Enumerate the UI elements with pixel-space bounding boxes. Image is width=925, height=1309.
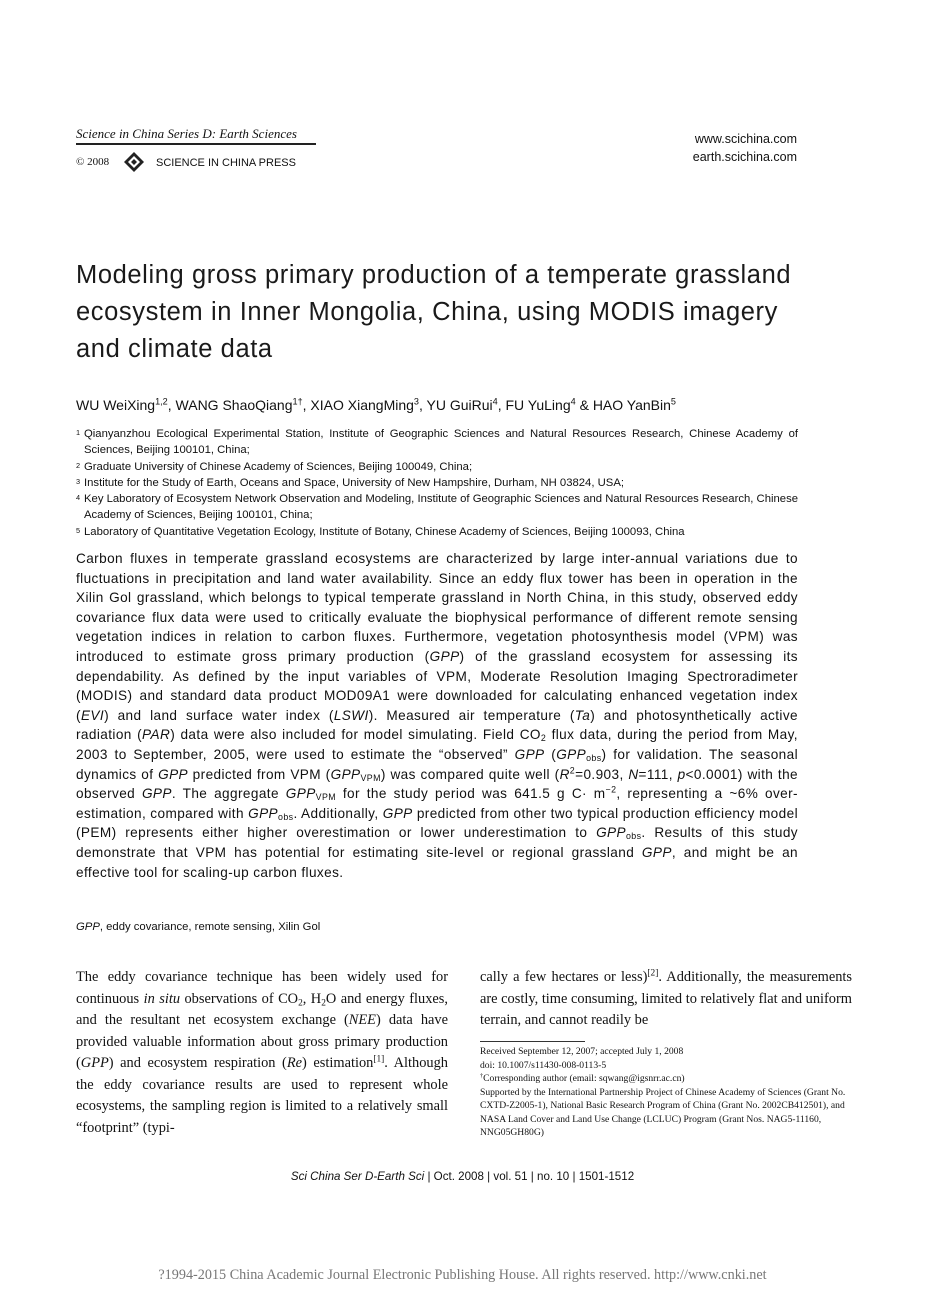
website-link-earth[interactable]: earth.scichina.com	[692, 150, 797, 164]
affiliation-text: Laboratory of Quantitative Vegetation Ecology, Institute of Botany, Chinese Academy of Sciences, Beijing 100093, China	[84, 525, 685, 538]
article-title: Modeling gross primary production of a temperate grassland ecosystem in Inner Mongolia, China, using MODIS imagery and climate data	[76, 261, 792, 363]
body-text-right-column: cally a few hectares or less)[2]. Additionally, the measurements are costly, time consuming, limited to relatively flat and uniform terrain, and cannot readily be	[480, 968, 853, 1028]
affiliation-list	[76, 426, 798, 540]
author-list	[76, 395, 836, 415]
reference-link[interactable]: [2]	[647, 968, 659, 979]
header-rule	[76, 144, 316, 145]
publisher-name: SCIENCE IN CHINA PRESS	[156, 157, 296, 169]
affiliation-text: Qianyanzhou Ecological Experimental Station, Institute of Geographic Sciences and Natural Resources Research, Chinese Academy of Sciences, Beijing 100101, China;	[84, 428, 798, 457]
copyright: © 2008	[76, 156, 110, 168]
received-date: Received September 12, 2007; accepted July 1, 2008	[480, 1046, 684, 1057]
author-affiliation-mark: 1,2	[155, 396, 168, 407]
affiliation-item: 4 Key Laboratory of Ecosystem Network Observation and Modeling, Institute of Geographic Sciences and Natural Resources Research, Chinese Academy of Sciences, Beijing 100101, China;	[76, 493, 798, 522]
cnki-copyright-line: ?1994-2015 China Academic Journal Electronic Publishing House. All rights reserved. http://www.cnki.net	[158, 1267, 767, 1283]
author-name: YU GuiRui	[426, 397, 493, 413]
author-affiliation-mark: 4	[570, 396, 576, 407]
footnotes	[480, 1045, 852, 1140]
author-affiliation-mark: 5	[670, 396, 676, 407]
affiliation-item: 5 Laboratory of Quantitative Vegetation Ecology, Institute of Botany, Chinese Academy of Sciences, Beijing 100093, China	[76, 525, 685, 538]
author-name: FU YuLing	[505, 397, 571, 413]
reference-link[interactable]: [1]	[373, 1054, 385, 1065]
affiliation-item: 3 Institute for the Study of Earth, Oceans and Space, University of New Hampshire, Durham, NH 03824, USA;	[76, 476, 624, 489]
publisher-logo-icon	[123, 151, 145, 173]
author-affiliation-mark: 1†	[292, 396, 303, 407]
website-link[interactable]: www.scichina.com	[694, 132, 797, 146]
author-name: XIAO XiangMing	[310, 397, 414, 413]
affiliation-text: Institute for the Study of Earth, Oceans and Space, University of New Hampshire, Durham, NH 03824, USA;	[84, 476, 624, 489]
author-name: WU WeiXing	[76, 397, 156, 413]
body-text-left-column: The eddy covariance technique has been widely used for continuous in situ observations of $CO_2$, $H_2O$ and energy fluxes, and the resultant net ecosystem exchange (NEE) data have provided valuable information about gross primary production (GPP) and ecosystem respiration (Re) estimation[1]. Although the eddy covariance results are used to represent whole ecosystems, the sampling region is limited to a relatively small “footprint” (typi-	[76, 969, 449, 1136]
affiliation-item: 1 Qianyanzhou Ecological Experimental Station, Institute of Geographic Sciences and Natural Resources Research, Chinese Academy of Sciences, Beijing 100101, China;	[76, 428, 798, 457]
citation-line: Sci China Ser D-Earth Sci | Oct. 2008 | vol. 51 | no. 10 | 1501-1512	[290, 1170, 635, 1183]
author-separator: ,	[302, 397, 311, 413]
doi: doi: 10.1007/s11430-008-0113-5	[480, 1059, 607, 1071]
journal-name: Science in China Series D: Earth Sciences	[76, 126, 316, 144]
funding-note: Supported by the International Partnership Project of Chinese Academy of Sciences (Grant No. CXTD-Z2005-1), National Basic Research Program of China (Grant No. 2002CB412501), and NASA Land Cover and Land Use Change (LCLUC) Program (Grant Nos. NAG5-11160, NNG05GH80G)	[480, 1086, 846, 1138]
keywords: GPP, eddy covariance, remote sensing, Xilin Gol	[76, 921, 321, 933]
affiliation-item: 2 Graduate University of Chinese Academy of Sciences, Beijing 100049, China;	[76, 460, 473, 473]
author-name: HAO YanBin	[592, 397, 671, 413]
author-separator: &	[575, 397, 593, 413]
author-name: WANG ShaoQiang	[175, 397, 293, 413]
affiliation-text: Key Laboratory of Ecosystem Network Observation and Modeling, Institute of Geographic Sciences and Natural Resources Research, Chinese Academy of Sciences, Beijing 100101, China;	[84, 493, 798, 522]
author-separator: ,	[497, 397, 506, 413]
author-affiliation-mark: 3	[413, 396, 419, 407]
author-separator: ,	[418, 397, 427, 413]
abstract: Carbon fluxes in temperate grassland ecosystems are characterized by large inter-annual variations due to fluctuations in precipitation and land water availability. Since an eddy flux tower has been in operation in the Xilin Gol grassland, which belongs to typical temperate grassland in North China, in this study, observed eddy covariance flux data were used to critically evaluate the biophysical performance of different remote sensing vegetation indices in relation to carbon fluxes. Furthermore, vegetation photosynthesis model (VPM) was introduced to estimate gross primary production (GPP) of the grassland ecosystem for assessing its dependability. As defined by the input variables of VPM, Moderate Resolution Imaging Spectroradimeter (MODIS) and standard data product MOD09A1 were downloaded for calculating enhanced vegetation index (EVI) and land surface water index (LSWI). Measured air temperature (Ta) and photosynthetically active radiation (PAR) data were also included for model simulating. Field $CO_2$ flux data, during the period from May, 2003 to September, 2005, were used to estimate the “observed” GPP $(GPP_{obs})$ for validation. The seasonal dynamics of GPP predicted from VPM $(GPP_{VPM})$ was compared quite well ($R^2=0.903$, N=111, p<0.0001) with the observed GPP. The aggregate $GPP_{VPM}$ for the study period was 641.5 g $C\cdot m^{-2}$, representing a ~6% over-estimation, compared with $GPP_{obs}$. Additionally, GPP predicted from other two typical production efficiency model (PEM) represents either higher overestimation or lower underestimation to $GPP_{obs}$. Results of this study demonstrate that VPM has potential for estimating site-level or regional grassland GPP, and might be an effective tool for scaling-up carbon fluxes.	[76, 551, 799, 880]
corresponding-author: †Corresponding author (email: sqwang@igsnrr.ac.cn)	[480, 1072, 685, 1084]
footnote-rule	[480, 1041, 585, 1042]
affiliation-text: Graduate University of Chinese Academy of Sciences, Beijing 100049, China;	[84, 460, 473, 473]
author-affiliation-mark: 4	[492, 396, 498, 407]
author-separator: ,	[167, 397, 176, 413]
